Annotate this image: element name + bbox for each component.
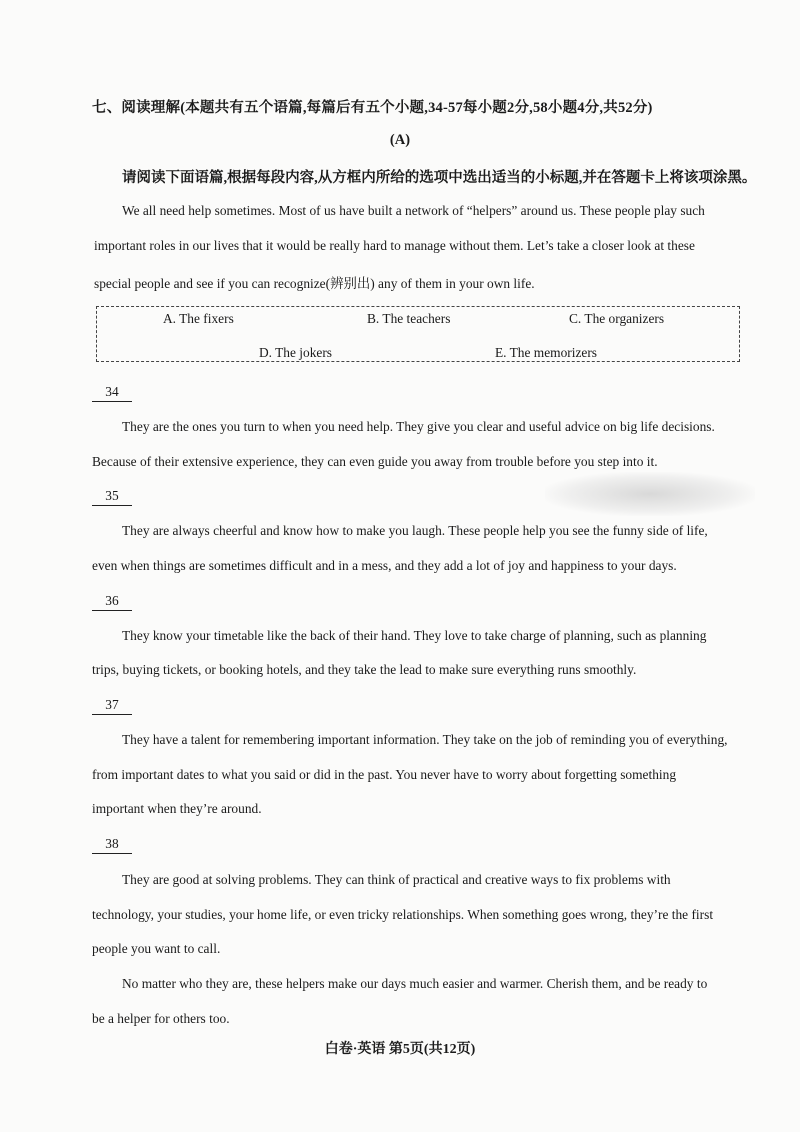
question-text-line: They have a talent for remembering important information. They take on the job of reminding you of everything, (122, 732, 728, 747)
intro-line: special people and see if you can recognize(辨别出) any of them in your own life. (94, 276, 535, 291)
question-number-blank: 35 (92, 488, 132, 506)
question-text-line: important when they’re around. (92, 801, 262, 816)
option-b: B. The teachers (367, 311, 451, 326)
option-d: D. The jokers (259, 345, 333, 360)
passage-label: (A) (389, 132, 411, 148)
option-e: E. The memorizers (495, 345, 598, 360)
question-text-line: They are always cheerful and know how to make you laugh. These people help you see the funny side of life, (122, 523, 708, 538)
intro-line: We all need help sometimes. Most of us have built a network of “helpers” around us. These people play such (122, 203, 705, 218)
conclusion-line: be a helper for others too. (92, 1011, 230, 1026)
question-text-line: from important dates to what you said or did in the past. You never have to worry about forgetting something (92, 767, 677, 782)
question-text-line: even when things are sometimes difficult and in a mess, and they add a lot of joy and happiness to your days. (92, 558, 677, 573)
section-title: 七、阅读理解(本题共有五个语篇,每篇后有五个小题,34-57每小题2分,58小题4分,共52分) (92, 100, 653, 116)
options-box (96, 306, 740, 362)
question-number-blank: 38 (92, 836, 132, 854)
page-footer: 白卷·英语 第5页(共12页) (324, 1042, 476, 1057)
instruction-text: 请阅读下面语篇,根据每段内容,从方框内所给的选项中选出适当的小标题,并在答题卡上将该项涂黑。 (122, 170, 757, 186)
question-text-line: They know your timetable like the back of their hand. They love to take charge of planning, such as planning (122, 628, 707, 643)
question-number-blank: 36 (92, 593, 132, 611)
intro-line: important roles in our lives that it would be really hard to manage without them. Let’s take a closer look at these (94, 238, 695, 253)
question-text-line: They are good at solving problems. They can think of practical and creative ways to fix problems with (122, 872, 671, 887)
question-number-blank: 37 (92, 697, 132, 715)
question-text-line: technology, your studies, your home life, or even tricky relationships. When something goes wrong, they’re the first (92, 907, 714, 922)
question-text-line: Because of their extensive experience, they can even guide you away from trouble before you step into it. (92, 454, 658, 469)
conclusion-line: No matter who they are, these helpers make our days much easier and warmer. Cherish them, and be ready to (122, 976, 708, 991)
option-a: A. The fixers (163, 311, 234, 326)
question-text-line: trips, buying tickets, or booking hotels, and they take the lead to make sure everything runs smoothly. (92, 662, 637, 677)
option-c: C. The organizers (569, 311, 665, 326)
question-text-line: people you want to call. (92, 941, 221, 956)
scan-smudge (545, 472, 755, 516)
question-number-blank: 34 (92, 384, 132, 402)
question-text-line: They are the ones you turn to when you need help. They give you clear and useful advice on big life decisions. (122, 419, 715, 434)
